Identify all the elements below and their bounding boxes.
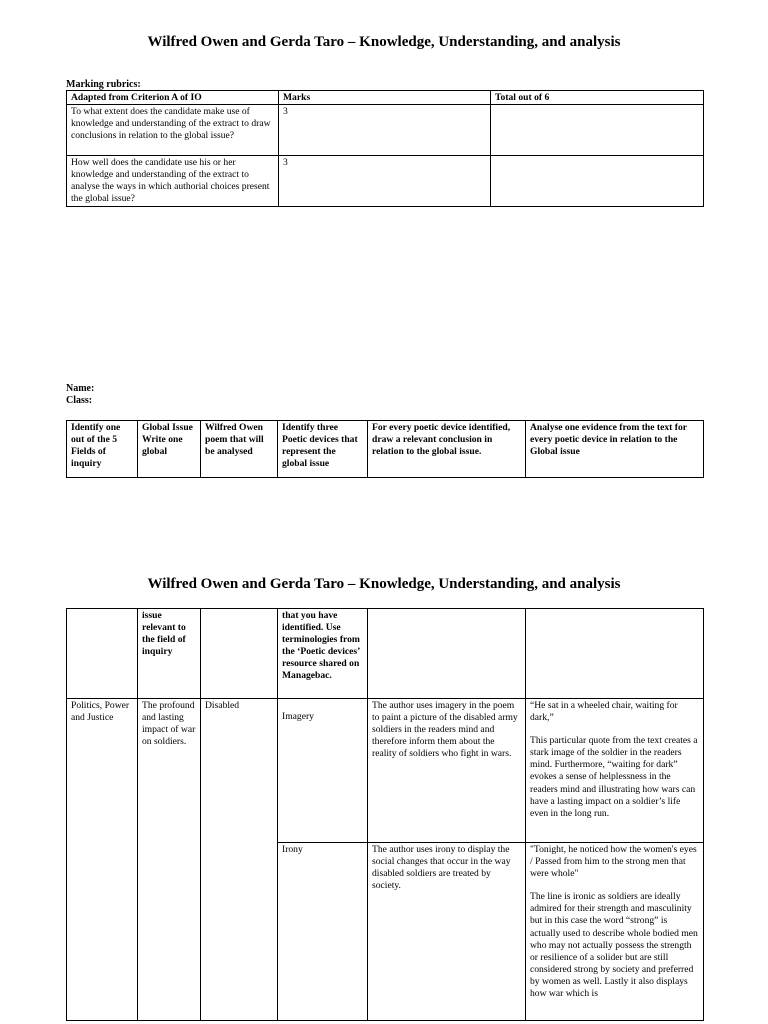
rubric-row: [67, 156, 704, 207]
header-cont-conclusion: [368, 609, 526, 699]
device-name: [278, 699, 368, 843]
header-cont-poem: [201, 609, 278, 699]
header-global-issue: Global Issue Write one global: [138, 421, 201, 478]
evidence-quote: "Tonight, he noticed how the women's eyes / Passed from him to the strong men that were whole": [530, 844, 697, 880]
rubric-criterion-text: How well does the candidate use his or her knowledge and understanding of the extract to analyse the ways in which authorial choices present the global issue?: [67, 156, 279, 207]
device-evidence: [526, 699, 704, 843]
rubric-header-criterion: Adapted from Criterion A of IO: [67, 91, 279, 105]
rubric-row: [67, 105, 704, 156]
header-evidence-analysis: Analyse one evidence from the text for every poetic device in relation to the Global issue: [526, 421, 704, 478]
header-continuation-row: [67, 609, 704, 699]
header-cont-issue: issue relevant to the field of inquiry: [138, 609, 201, 699]
field-of-inquiry-value: Politics, Power and Justice: [67, 699, 138, 1021]
rubric-header-total: Total out of 6: [491, 91, 704, 105]
header-cont-devices: that you have identified. Use terminologies from the ‘Poetic devices’ resource shared on Managebac.: [278, 609, 368, 699]
evidence-quote: “He sat in a wheeled chair, waiting for dark,”: [530, 700, 678, 724]
header-poem: Wilfred Owen poem that will be analysed: [201, 421, 278, 478]
analysis-table-continued: [66, 608, 704, 1021]
poem-value: Disabled: [201, 699, 278, 1021]
header-cont-field: [67, 609, 138, 699]
rubric-header-row: [67, 91, 704, 105]
rubric-marks-value: 3: [279, 156, 491, 207]
header-cont-analysis: [526, 609, 704, 699]
rubric-total-cell[interactable]: [491, 105, 704, 156]
device-evidence: [526, 843, 704, 1021]
header-poetic-devices: Identify three Poetic devices that represent the global issue: [278, 421, 368, 478]
device-name: Irony: [278, 843, 368, 1021]
page2-title: Wilfred Owen and Gerda Taro – Knowledge, Understanding, and analysis: [147, 576, 621, 592]
device-conclusion: The author uses imagery in the poem to paint a picture of the disabled army soldiers in the readers mind and therefore inform them about the reality of soldiers who fight in wars.: [368, 699, 526, 843]
analysis-header-row: [67, 421, 704, 478]
header-field-of-inquiry: Identify one out of the 5 Fields of inquiry: [67, 421, 138, 478]
page-title: Wilfred Owen and Gerda Taro – Knowledge, Understanding, and analysis: [147, 34, 621, 50]
rubric-table: [66, 90, 704, 207]
rubric-total-cell[interactable]: [491, 156, 704, 207]
evidence-analysis: This particular quote from the text creates a stark image of the soldier in the readers mind. Furthermore, “waiting for dark” evokes a sense of helplessness in the readers mind and illustrating how wars can have a lasting impact on a soldier’s life even in the long run.: [530, 735, 698, 819]
name-label: Name:: [66, 383, 95, 394]
rubric-criterion-text: To what extent does the candidate make use of knowledge and understanding of the extract to draw conclusions in relation to the global issue?: [67, 105, 279, 156]
device-name-text: Imagery: [282, 711, 314, 722]
rubric-marks-value: 3: [279, 105, 491, 156]
header-conclusion: For every poetic device identified, draw a relevant conclusion in relation to the global issue.: [368, 421, 526, 478]
class-label: Class:: [66, 395, 93, 406]
device-conclusion: The author uses irony to display the social changes that occur in the way disabled soldiers are treated by society.: [368, 843, 526, 1021]
evidence-analysis: The line is ironic as soldiers are ideally admired for their strength and masculinity but in this case the word “strong” is actually used to describe whole bodied men who may not actually possess the strength or resilience of a solider but are still considered strong by society and preferred by women as well. Lastly it also displays how war which is: [530, 891, 698, 1000]
rubric-label: Marking rubrics:: [66, 79, 141, 90]
analysis-header-table: [66, 420, 704, 478]
device-row-imagery: [67, 699, 704, 843]
rubric-header-marks: Marks: [279, 91, 491, 105]
global-issue-value: The profound and lasting impact of war on soldiers.: [138, 699, 201, 1021]
